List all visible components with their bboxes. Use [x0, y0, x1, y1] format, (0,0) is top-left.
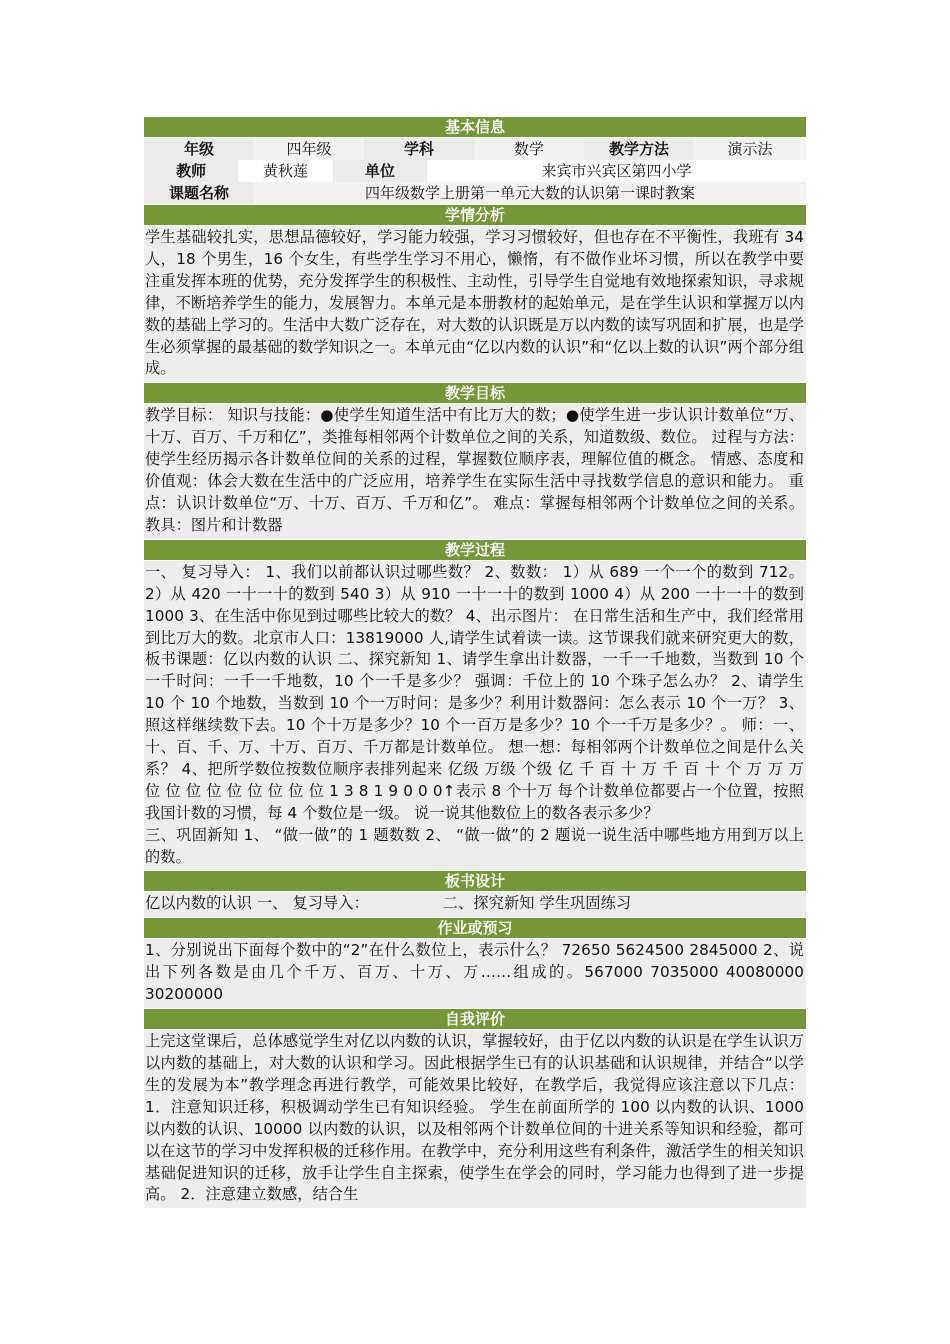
evaluation-text	[144, 1030, 806, 1208]
evaluation-paragraph: 上完这堂课后，总体感觉学生对亿以内数的认识，掌握较好，由于亿以内数的认识是在学生认识万以内数的基础上，对大数的认识和学习。因此根据学生已有的认识基础和认识规律，并结合“以学生的发展为本”教学理念再进行教学，可能效果比较好，在教学后，我觉得应该注意以下几点： 1．注意知识迁移，积极调动学生已有知识经验。 学生在前面所学的 100 以内数的认识、1000 以内数的认识、10000 以内数的认识，以及相邻两个计数单位间的十进关系等知识和经验，都可以在这节的学习中发挥积极的迁移作用。在教学中，充分利用这些有利条件，激活学生的相关知识基础促进知识的迁移，放手让学生自主探索，使学生在学会的同时，学习能力也得到了进一步提高。 2．注意建立数感，结合生	[145, 1032, 804, 1204]
analysis-text	[144, 226, 806, 382]
topic-label: 课题名称	[144, 182, 254, 204]
teacher-label: 教师	[144, 160, 238, 182]
unit-label: 单位	[333, 160, 427, 182]
info-row-topic	[144, 182, 806, 204]
section-header-board: 板书设计	[144, 870, 806, 892]
subject-label: 学科	[364, 138, 474, 160]
unit-value: 来宾市兴宾区第四小学	[427, 160, 806, 182]
grade-label: 年级	[144, 138, 254, 160]
homework-paragraph: 1、分别说出下面每个数中的“2”在什么数位上，表示什么？ 72650 5624500 2845000 2、说出下列各数是由几个千万、百万、十万、万……组成的。567000 7035000 40080000 30200000	[145, 941, 804, 1004]
lesson-plan-table	[144, 116, 806, 1208]
board-paragraph: 亿以内数的认识 一、 复习导入： 二、探究新知 学生巩固练习	[145, 894, 632, 913]
goals-text	[144, 404, 806, 538]
info-row-grade	[144, 138, 806, 160]
process-paragraph-2: 三、巩固新知 1、 “做一做”的 1 题数数 2、 “做一做”的 2 题说一说生活中哪些地方用到万以上的数。	[145, 825, 804, 866]
analysis-paragraph: 学生基础较扎实，思想品德较好，学习能力较强，学习习惯较好，但也存在不平衡性，我班有 34 人，18 个男生，16 个女生，有些学生学习不用心，懒惰，有不做作业坏习惯，所以在教学中要注重发挥本班的优势，充分发挥学生的积极性、主动性，引导学生自觉地有效地探索知识，寻求规律，不断培养学生的能力，发展智力。本单元是本册教材的起始单元，是在学生认识和掌握万以内数的基础上学习的。生活中大数广泛存在，对大数的认识既是万以内数的读写巩固和扩展，也是学生必须掌握的最基础的数学知识之一。本单元由“亿以内数的认识”和“亿以上数的认识”两个部分组成。	[145, 228, 804, 378]
subject-value: 数学	[474, 138, 584, 160]
board-text	[144, 892, 806, 917]
grade-value: 四年级	[254, 138, 364, 160]
topic-value: 四年级数学上册第一单元大数的认识第一课时教案	[254, 182, 806, 204]
goals-paragraph: 教学目标： 知识与技能：●使学生知道生活中有比万大的数；●使学生进一步认识计数单位“万、十万、百万、千万和亿”，类推每相邻两个计数单位之间的关系，知道数级、数位。 过程与方法：使学生经历揭示各计数单位间的关系的过程，掌握数位顺序表，理解位值的概念。 情感、态度和价值观：体会大数在生活中的广泛应用，培养学生在实际生活中寻找数学信息的意识和能力。 重点：认识计数单位“万、十万、百万、千万和亿”。 难点：掌握每相邻两个计数单位之间的关系。 教具：图片和计数器	[145, 406, 804, 534]
method-label: 教学方法	[584, 138, 694, 160]
section-header-basic-info: 基本信息	[144, 116, 806, 138]
teacher-value: 黄秋莲	[238, 160, 332, 182]
homework-text	[144, 939, 806, 1008]
process-text	[144, 561, 806, 871]
section-header-homework: 作业或预习	[144, 917, 806, 939]
info-row-teacher	[144, 160, 806, 182]
section-header-process: 教学过程	[144, 539, 806, 561]
section-header-analysis: 学情分析	[144, 204, 806, 226]
process-paragraph-1: 一、 复习导入： 1、我们以前都认识过哪些数？ 2、数数： 1）从 689 一个一个的数到 712。 2）从 420 一十一十的数到 540 3）从 910 一十一十的数到 1000 4）从 200 一十一十的数到 1000 3、在生活中你见到过哪些比较大的数？ 4、出示图片： 在日常生活和生产中，我们经常用到比万大的数。北京市人口：13819000 人,请学生试着读一读。这节课我们就来研究更大的数，板书课题：亿以内数的认识 二、探究新知 1、请学生拿出计数器，一千一千地数，当数到 10 个一千时问：一千一千地数，10 个一千是多少？ 强调：千位上的 10 个珠子怎么办？ 2、请学生 10 个 10 个地数，当数到 10 个一万时问：是多少？利用计数器问：怎么表示 10 个一万？ 3、照这样继续数下去。10 个十万是多少？10 个一百万是多少？10 个一千万是多少？。 师：一、十、百、千、万、十万、百万、千万都是计数单位。 想一想：每相邻两个计数单位之间是什么关系？ 4、把所学数位按数位顺序表排列起来 亿级 万级 个级 亿 千 百 十 万 千 百 十 个 万 万 万 位 位 位 位 位 位 位 位 位 1 3 8 1 9 0 0 0↑表示 8 个十万 每个计数单位都要占一个位置，按照我国计数的习惯，每 4 个数位是一级。 说一说其他数位上的数各表示多少？	[145, 562, 804, 822]
method-value: 演示法	[694, 138, 806, 160]
section-header-evaluation: 自我评价	[144, 1008, 806, 1030]
section-header-goals: 教学目标	[144, 382, 806, 404]
